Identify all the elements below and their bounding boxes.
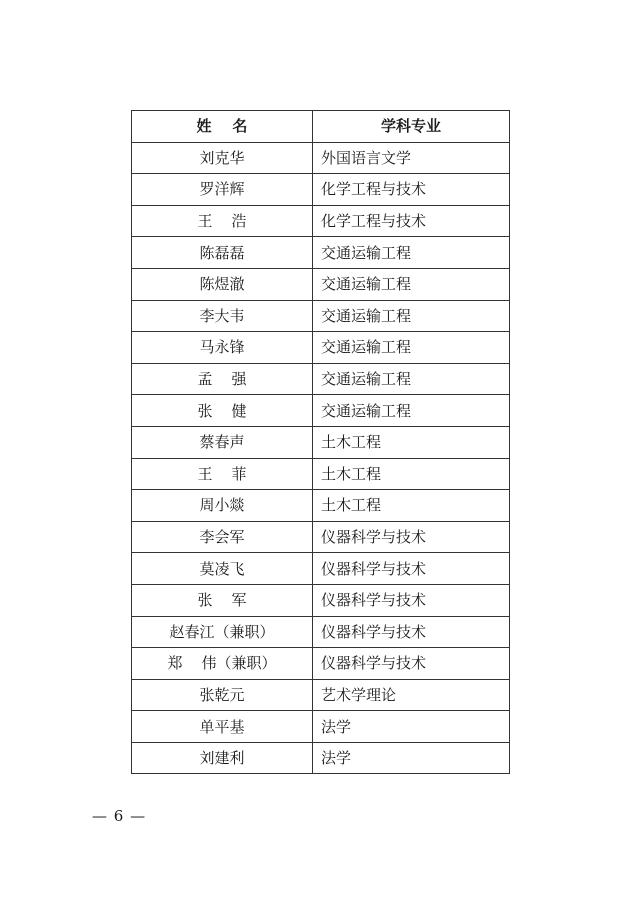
table-row	[132, 300, 510, 332]
table-row	[132, 584, 510, 616]
cell-major: 仪器科学与技术	[313, 521, 510, 553]
cell-name: 郑 伟（兼职）	[132, 648, 313, 680]
cell-name: 张乾元	[132, 679, 313, 711]
cell-major: 仪器科学与技术	[313, 553, 510, 585]
table-row	[132, 205, 510, 237]
faculty-table	[131, 110, 510, 774]
cell-name: 莫凌飞	[132, 553, 313, 585]
table-row	[132, 458, 510, 490]
table-row	[132, 395, 510, 427]
cell-name: 张 健	[132, 395, 313, 427]
cell-major: 交通运输工程	[313, 237, 510, 269]
cell-major: 仪器科学与技术	[313, 584, 510, 616]
table-row	[132, 648, 510, 680]
table-row	[132, 521, 510, 553]
table-row	[132, 174, 510, 206]
cell-name: 单平基	[132, 711, 313, 743]
cell-major: 化学工程与技术	[313, 174, 510, 206]
table-row	[132, 711, 510, 743]
cell-major: 仪器科学与技术	[313, 648, 510, 680]
table-row	[132, 553, 510, 585]
cell-major: 交通运输工程	[313, 268, 510, 300]
cell-major: 法学	[313, 711, 510, 743]
cell-major: 艺术学理论	[313, 679, 510, 711]
table-row	[132, 237, 510, 269]
cell-name: 陈磊磊	[132, 237, 313, 269]
cell-name: 罗洋辉	[132, 174, 313, 206]
cell-name: 刘克华	[132, 142, 313, 174]
cell-major: 法学	[313, 742, 510, 774]
cell-name: 王 菲	[132, 458, 313, 490]
table-row	[132, 679, 510, 711]
cell-major: 土木工程	[313, 490, 510, 522]
cell-name: 赵春江（兼职）	[132, 616, 313, 648]
cell-name: 周小燚	[132, 490, 313, 522]
cell-major: 交通运输工程	[313, 332, 510, 364]
cell-major: 交通运输工程	[313, 395, 510, 427]
table-row	[132, 142, 510, 174]
cell-major: 交通运输工程	[313, 363, 510, 395]
cell-name: 刘建利	[132, 742, 313, 774]
cell-name: 陈煜澈	[132, 268, 313, 300]
page-number: — 6 —	[92, 807, 147, 825]
table-row	[132, 268, 510, 300]
cell-name: 李会军	[132, 521, 313, 553]
cell-name: 张 军	[132, 584, 313, 616]
table-header-row	[132, 111, 510, 143]
header-name: 姓 名	[132, 111, 313, 143]
cell-major: 外国语言文学	[313, 142, 510, 174]
cell-name: 王 浩	[132, 205, 313, 237]
cell-major: 仪器科学与技术	[313, 616, 510, 648]
cell-major: 交通运输工程	[313, 300, 510, 332]
cell-name: 马永锋	[132, 332, 313, 364]
table-row	[132, 363, 510, 395]
table-row	[132, 742, 510, 774]
cell-name: 蔡春声	[132, 426, 313, 458]
table-row	[132, 426, 510, 458]
table-row	[132, 616, 510, 648]
cell-name: 孟 强	[132, 363, 313, 395]
table-row	[132, 490, 510, 522]
cell-major: 化学工程与技术	[313, 205, 510, 237]
table-row	[132, 332, 510, 364]
cell-major: 土木工程	[313, 426, 510, 458]
cell-name: 李大韦	[132, 300, 313, 332]
cell-major: 土木工程	[313, 458, 510, 490]
header-major: 学科专业	[313, 111, 510, 143]
